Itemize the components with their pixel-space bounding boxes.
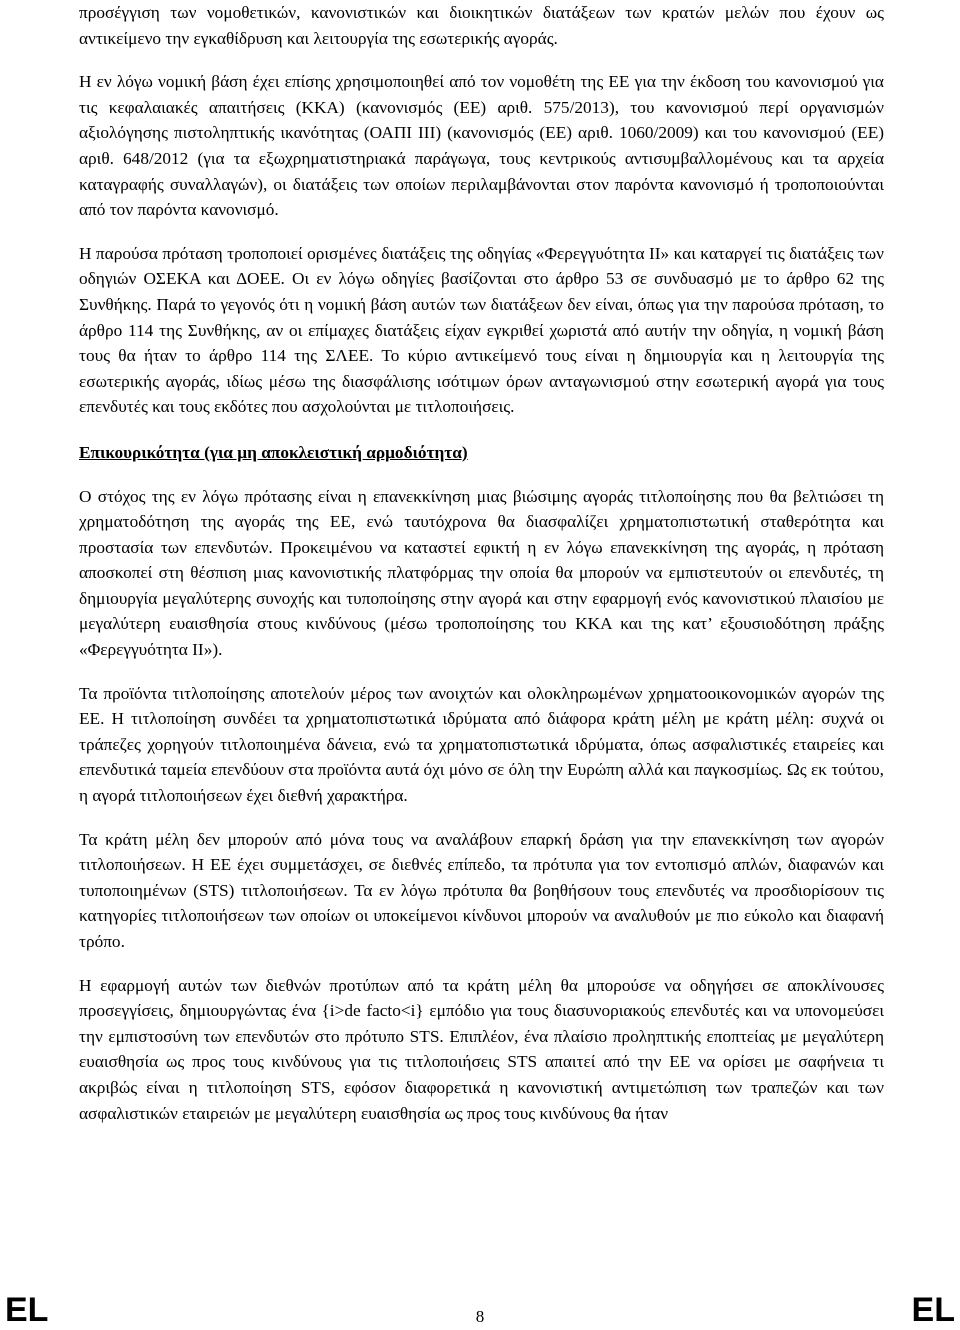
page-number: 8 xyxy=(475,1307,485,1326)
footer-language-left: EL xyxy=(5,1291,49,1329)
paragraph-6: Τα κράτη μέλη δεν μπορούν από μόνα τους να αναλάβουν επαρκή δράση για την επανεκκίνηση των αγορών τιτλοποιήσεων. Η ΕΕ έχει συμμετάσχει, σε διεθνές επίπεδο, τα πρότυπα για τον εντοπισμό απλών, διαφανών και τυποποιημένων (STS) τιτλοποιήσεων. Τα εν λόγω πρότυπα θα βοηθήσουν τους επενδυτές να προσδιορίσουν τις κατηγορίες τιτλοποιήσεων των οποίων οι υποκείμενοι κίνδυνοι μπορούν να αναλυθούν με πιο εύκολο και διαφανή τρόπο. xyxy=(79,829,884,951)
paragraph-3: Η παρούσα πρόταση τροποποιεί ορισμένες διατάξεις της οδηγίας «Φερεγγυότητα ΙΙ» και καταργεί τις διατάξεις των οδηγιών ΟΣΕΚΑ και ΔΟΕΕ. Οι εν λόγω οδηγίες βασίζονται στο άρθρο 53 σε συνδυασμό με το άρθρο 62 της Συνθήκης. Παρά το γεγονός ότι η νομική βάση αυτών των διατάξεων δεν είναι, όπως για την παρούσα πρόταση, το άρθρο 114 της Συνθήκης, αν οι επίμαχες διατάξεις είχαν εγκριθεί χωριστά από αυτήν την οδηγία, η νομική βάση τους θα ήταν το άρθρο 114 της ΣΛΕΕ. Το κύριο αντικείμενό τους είναι η δημιουργία και η λειτουργία της εσωτερικής αγοράς, ιδίως μέσω της διασφάλισης ισότιμων όρων ανταγωνισμού στην εσωτερική αγορά για τους επενδυτές και τους εκδότες που ασχολούνται με τιτλοποιήσεις. xyxy=(79,243,884,417)
section-heading: Επικουρικότητα (για μη αποκλειστική αρμοδιότητα) xyxy=(79,442,468,462)
footer-language-right: EL xyxy=(911,1291,955,1329)
document-body xyxy=(79,0,884,1126)
paragraph-1: προσέγγιση των νομοθετικών, κανονιστικών και διοικητικών διατάξεων των κρατών μελών που έχουν ως αντικείμενο την εγκαθίδρυση και λειτουργία της εσωτερικής αγοράς. xyxy=(79,3,884,48)
paragraph-7: Η εφαρμογή αυτών των διεθνών προτύπων από τα κράτη μέλη θα μπορούσε να οδηγήσει σε αποκλίνουσες προσεγγίσεις, δημιουργώντας ένα {i>de facto<i} εμπόδιο για τους διασυνοριακούς επενδυτές και να υπονομεύσει την εμπιστοσύνη των επενδυτών στο πρότυπο STS. Επιπλέον, ένα πλαίσιο προληπτικής εποπτείας με μεγαλύτερη ευαισθησία ως προς τους κινδύνους για τις τιτλοποιήσεις STS απαιτεί από την ΕΕ να ορίσει με σαφήνεια τι ακριβώς είναι η τιτλοποίηση STS, εφόσον διαφορετικά η κανονιστική αντιμετώπιση των τραπεζών και των ασφαλιστικών εταιρειών με μεγαλύτερη ευαισθησία ως προς τους κινδύνους θα ήταν xyxy=(79,975,884,1123)
paragraph-2: Η εν λόγω νομική βάση έχει επίσης χρησιμοποιηθεί από τον νομοθέτη της ΕΕ για την έκδοση του κανονισμού για τις κεφαλαιακές απαιτήσεις (ΚΚΑ) (κανονισμός (ΕΕ) αριθ. 575/2013), του κανονισμού περί οργανισμών αξιολόγησης πιστοληπτικής ικανότητας (ΟΑΠΙ ΙΙΙ) (κανονισμός (ΕΕ) αριθ. 1060/2009) και του κανονισμού (ΕΕ) αριθ. 648/2012 (για τα εξωχρηματιστηριακά παράγωγα, τους κεντρικούς αντισυμβαλλομένους και τα αρχεία καταγραφής συναλλαγών), οι διατάξεις των οποίων περιλαμβάνονται στον παρόντα κανονισμό ή τροποποιούνται από τον παρόντα κανονισμό. xyxy=(79,72,884,220)
paragraph-5: Τα προϊόντα τιτλοποίησης αποτελούν μέρος των ανοιχτών και ολοκληρωμένων χρηματοοικονομικών αγορών της ΕΕ. Η τιτλοποίηση συνδέει τα χρηματοπιστωτικά ιδρύματα από διάφορα κράτη μέλη με κράτη μέλη: συχνά οι τράπεζες χορηγούν τιτλοποιημένα δάνεια, ενώ τα χρηματοπιστωτικά ιδρύματα, όπως ασφαλιστικές εταιρείες και επενδυτικά ταμεία επενδύουν στα προϊόντα αυτά όχι μόνο σε όλη την Ευρώπη αλλά και παγκοσμίως. Ως εκ τούτου, η αγορά τιτλοποιήσεων έχει διεθνή χαρακτήρα. xyxy=(79,683,884,806)
paragraph-4: Ο στόχος της εν λόγω πρότασης είναι η επανεκκίνηση μιας βιώσιμης αγοράς τιτλοποίησης που θα βελτιώσει τη χρηματοδότηση της αγοράς της ΕΕ, ενώ ταυτόχρονα θα διασφαλίζει χρηματοπιστωτική σταθερότητα και προστασία των επενδυτών. Προκειμένου να καταστεί εφικτή η εν λόγω επανεκκίνηση της αγοράς, η πρόταση αποσκοπεί στη θέσπιση μιας κανονιστικής πλατφόρμας την οποία θα μπορούν να εμπιστευτούν οι επενδυτές, τη δημιουργία μεγαλύτερης συνοχής και τυποποίησης στην αγορά και στην εφαρμογή ενός κανονιστικού πλαισίου με μεγαλύτερη ευαισθησία στους κινδύνους (μέσω τροποποίησης του ΚΚΑ και της κατ’ εξουσιοδότηση πράξης «Φερεγγυότητα ΙΙ»). xyxy=(79,486,884,660)
